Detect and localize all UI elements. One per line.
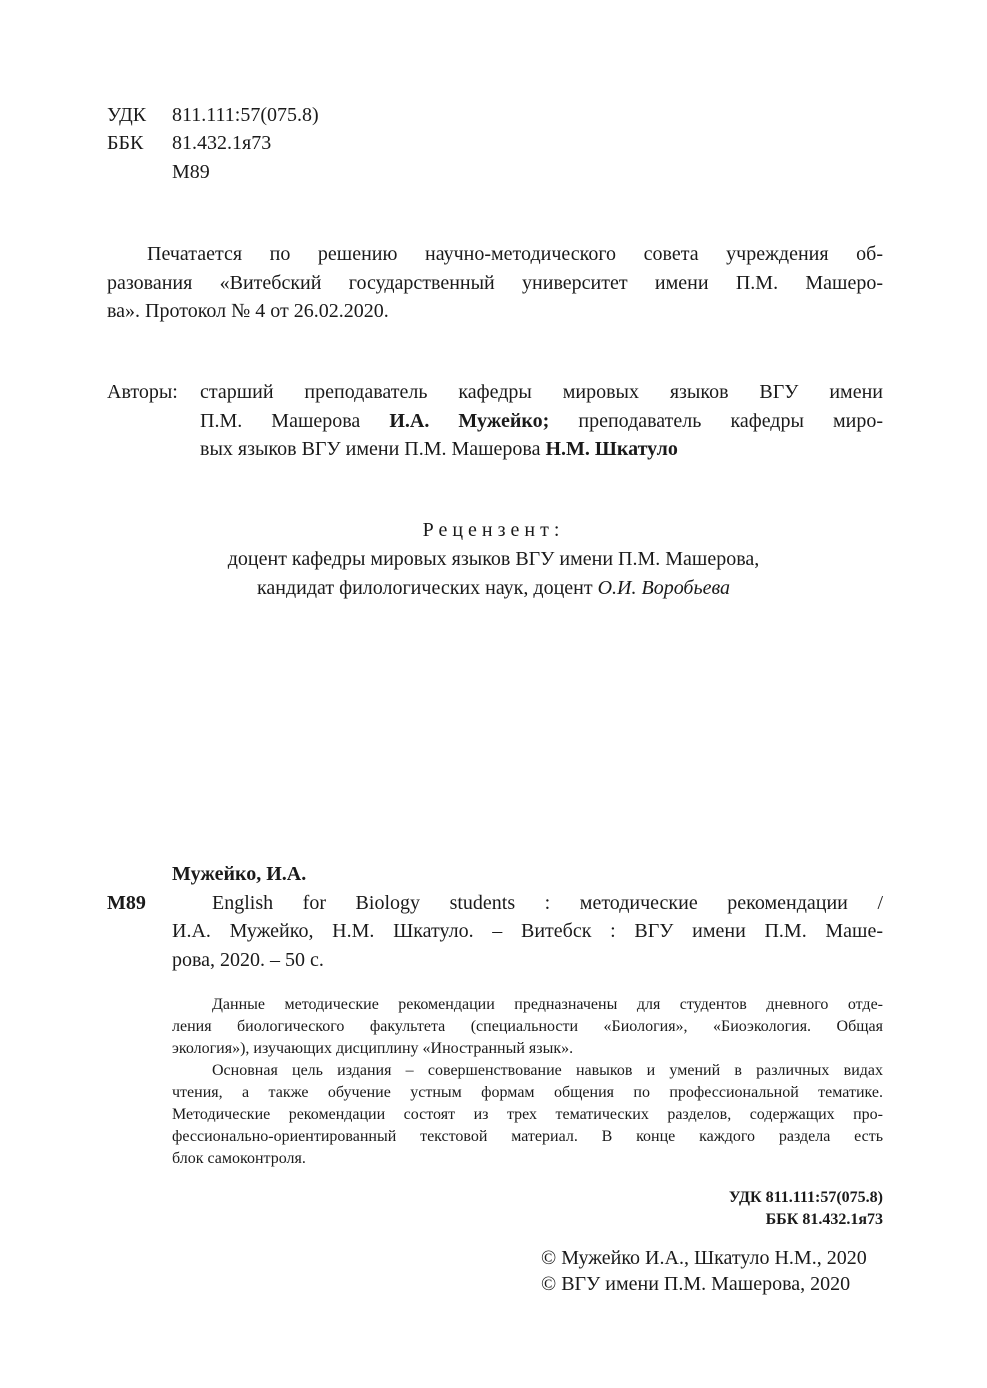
bib-mark: М89 (107, 892, 146, 914)
annotation-line-5: чтения, а также обучение устным формам общения по профессиональной тематике. (172, 1084, 883, 1101)
authors-line-3-pre: вых языков ВГУ имени П.М. Машерова (200, 438, 546, 460)
authors-line-2-pre: П.М. Машерова (200, 410, 390, 432)
bib-line-2: И.А. Мужейко, Н.М. Шкатуло. – Витебск : ВГУ имени П.М. Маше- (172, 920, 883, 942)
reviewer-line-1: доцент кафедры мировых языков ВГУ имени П.М. Машерова, (227, 548, 760, 570)
reviewer-line-2-pre: кандидат филологических наук, доцент (256, 577, 598, 599)
bbk-value: 81.432.1я73 (172, 132, 272, 154)
reviewer-line-2 (0, 575, 987, 601)
annotation-line-8: блок самоконтроля. (172, 1150, 306, 1167)
annotation-line-1: Данные методические рекомендации предназначены для студентов дневного отде- (212, 996, 883, 1013)
authors-label: Авторы: (107, 381, 178, 403)
annotation-line-4: Основная цель издания – совершенствование навыков и умений в различных видах (212, 1062, 883, 1079)
authors-line-2-post: преподаватель кафедры миро- (549, 410, 883, 432)
bib-line-3: рова, 2020. – 50 с. (172, 949, 324, 971)
bib-line-1: English for Biology students : методические рекомендации / (212, 892, 883, 914)
author-1-name: И.А. Мужейко; (389, 410, 550, 432)
copyright-line-1: © Мужейко И.А., Шкатуло Н.М., 2020 (541, 1247, 867, 1269)
annotation-line-7: фессионально-ориентированный текстовой материал. В конце каждого раздела есть (172, 1128, 883, 1145)
copyright-line-2: © ВГУ имени П.М. Машерова, 2020 (541, 1273, 851, 1295)
annotation-line-2: ления биологического факультета (специальности «Биология», «Биоэкология. Общая (172, 1018, 883, 1035)
approval-line-1: Печатается по решению научно-методического совета учреждения об- (147, 243, 883, 265)
udk-label: УДК (107, 104, 147, 126)
author-2-name: Н.М. Шкатуло (545, 438, 678, 460)
authors-line-3 (200, 436, 678, 462)
author-mark: М89 (172, 161, 210, 183)
annotation-line-6: Методические рекомендации состоят из трех тематических разделов, содержащих про- (172, 1106, 883, 1123)
bbk-label: ББК (107, 132, 144, 154)
bib-heading: Мужейко, И.А. (172, 863, 307, 885)
authors-line-1: старший преподаватель кафедры мировых языков ВГУ имени (200, 381, 883, 403)
footer-bbk: ББК 81.432.1я73 (765, 1211, 883, 1228)
footer-udk: УДК 811.111:57(075.8) (728, 1189, 883, 1206)
udk-value: 811.111:57(075.8) (172, 104, 319, 126)
reviewer-heading: Рецензент: (422, 519, 565, 541)
approval-line-2: разования «Витебский государственный университет имени П.М. Машеро- (107, 272, 883, 294)
approval-line-3: ва». Протокол № 4 от 26.02.2020. (107, 300, 389, 322)
authors-line-2 (200, 408, 883, 434)
reviewer-name: О.И. Воробьева (597, 577, 731, 599)
annotation-line-3: экология»), изучающих дисциплину «Иностранный язык». (172, 1040, 574, 1057)
